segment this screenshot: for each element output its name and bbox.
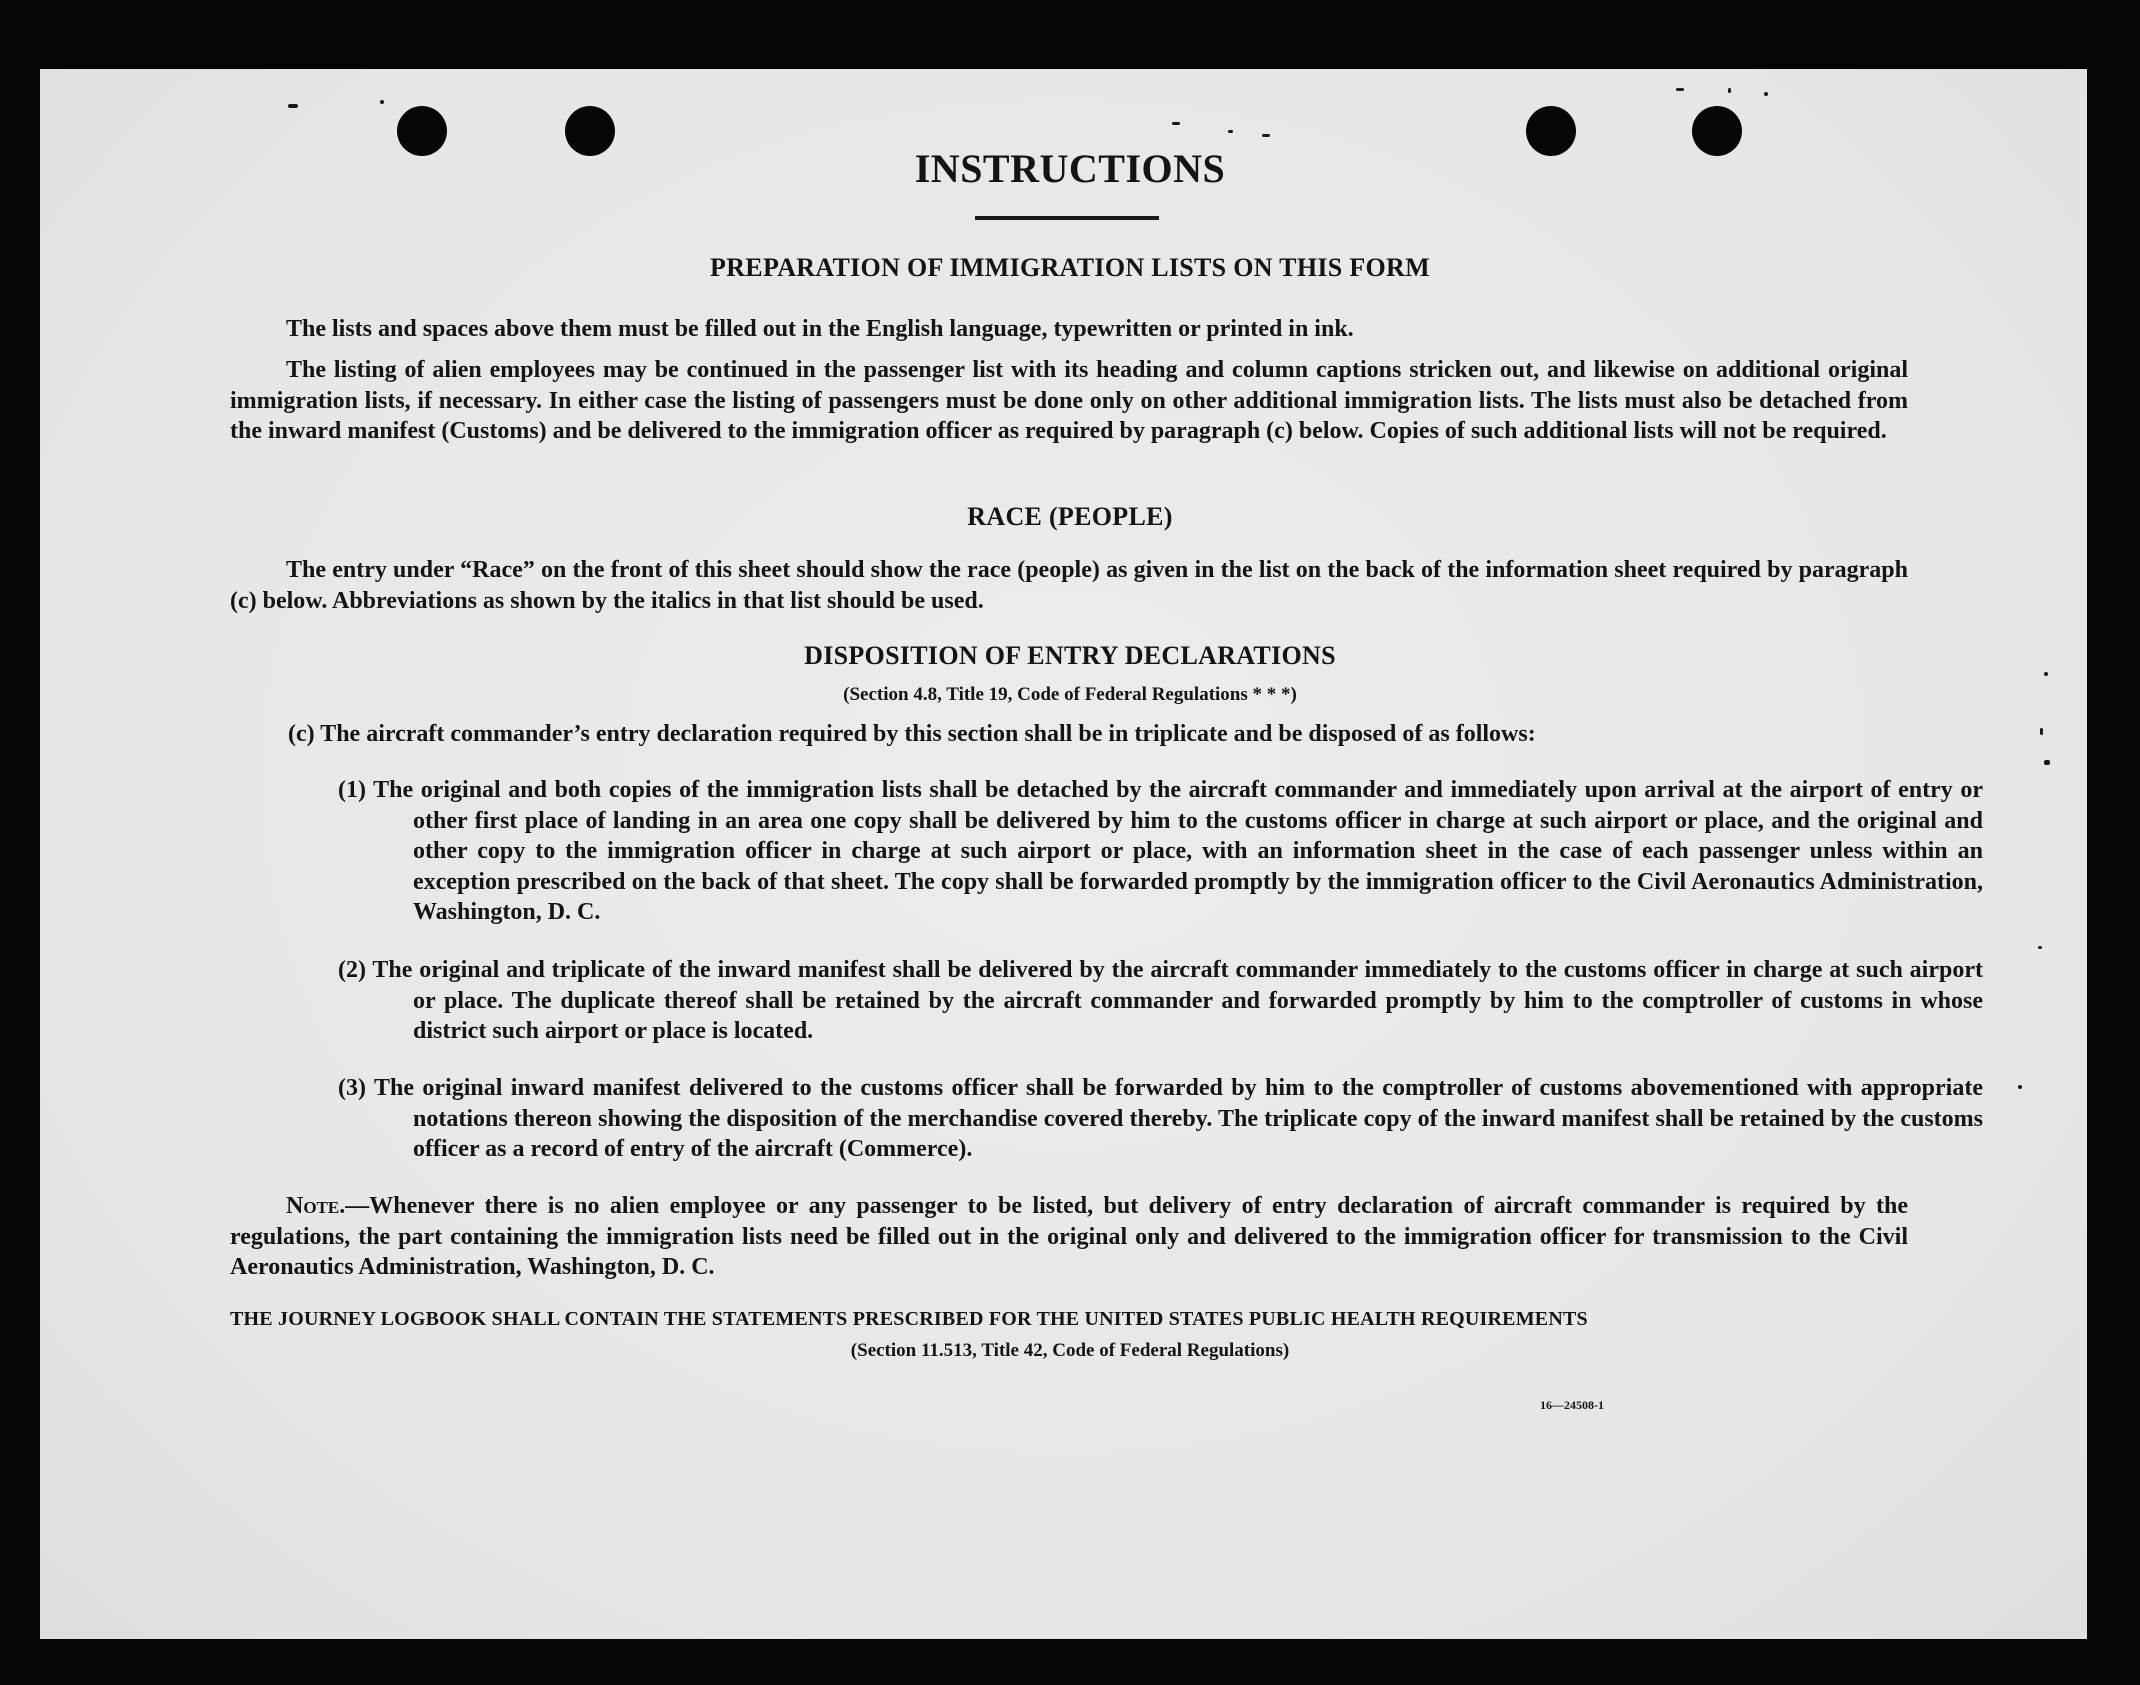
race-heading: RACE (PEOPLE) (967, 502, 1173, 531)
scan-speck (2040, 728, 2043, 735)
scan-speck (2038, 946, 2042, 949)
logbook-reference: (Section 11.513, Title 42, Code of Federal Regulations) (850, 1340, 1290, 1361)
disposition-item-2: (2) The original and triplicate of the inward manifest shall be delivered by the aircraft commander immediately to the customs officer in charge at such airport or place. The duplicate thereof shall be retained by the aircraft commander and forwarded promptly by him to the comptroller of customs in whose district such airport or place is located. (338, 957, 1983, 1044)
disposition-heading: DISPOSITION OF ENTRY DECLARATIONS (804, 641, 1336, 670)
preparation-heading: PREPARATION OF IMMIGRATION LISTS ON THIS FORM (710, 253, 1430, 282)
scan-speck (1228, 130, 1233, 133)
disposition-item-3: (3) The original inward manifest delivered to the customs officer shall be forwarded by him to the comptroller of customs abovementioned with appropriate notations thereon showing the disposition of the merchandise covered thereby. The triplicate copy of the inward manifest shall be retained by the customs officer as a record of entry of the aircraft (Commerce). (338, 1075, 1983, 1162)
preparation-paragraph-1: The lists and spaces above them must be filled out in the English language, typewritten or printed in ink. (286, 316, 1354, 342)
disposition-reference: (Section 4.8, Title 19, Code of Federal Regulations * * *) (843, 684, 1297, 705)
scan-speck (1728, 88, 1731, 93)
note-paragraph (230, 1191, 1908, 1283)
scan-speck (380, 100, 384, 104)
scan-speck (1676, 88, 1684, 91)
scan-speck (288, 104, 298, 108)
form-number: 16—24508-1 (1540, 1398, 1604, 1412)
logbook-statement: THE JOURNEY LOGBOOK SHALL CONTAIN THE STATEMENTS PRESCRIBED FOR THE UNITED STATES PUBLIC HEALTH REQUIREMENTS (230, 1308, 1588, 1330)
scan-speck (1172, 122, 1180, 125)
preparation-paragraph-2: The listing of alien employees may be continued in the passenger list with its heading and column captions stricken out, and likewise on additional original immigration lists, if necessary. In either case the listing of passengers must be done only on other additional immigration lists. The lists must also be detached from the inward manifest (Customs) and be delivered to the immigration officer as required by paragraph (c) below. Copies of such additional lists will not be required. (230, 357, 1908, 444)
race-paragraph: The entry under “Race” on the front of this sheet should show the race (people) as given in the list on the back of the information sheet required by paragraph (c) below. Abbreviations as shown by the italics in that list should be used. (230, 557, 1908, 614)
note-label: Note. (286, 1193, 346, 1219)
disposition-item-1: (1) The original and both copies of the immigration lists shall be detached by the aircraft commander and immediately upon arrival at the airport of entry or other first place of landing in an area one copy shall be delivered by him to the customs officer in charge at such airport or place, and the original and other copy to the immigration officer in charge at such airport or place, with an information sheet in the case of each passenger unless within an exception prescribed on the back of that sheet. The copy shall be forwarded promptly by the immigration officer to the Civil Aeronautics Administration, Washington, D. C. (338, 777, 1983, 925)
scan-speck (1262, 134, 1270, 137)
scan-speck (1764, 92, 1768, 96)
note-text: —Whenever there is no alien employee or any passenger to be listed, but delivery of entry declaration of aircraft commander is required by the regulations, the part containing the immigration lists need be filled out in the original only and delivered to the immigration officer for transmission to the Civil Aeronautics Administration, Washington, D. C. (230, 1193, 1908, 1280)
disposition-intro: (c) The aircraft commander’s entry declaration required by this section shall be in triplicate and be disposed of as follows: (288, 721, 1536, 747)
scan-speck (2018, 1085, 2022, 1089)
title-underline (975, 216, 1159, 220)
scan-speck (2044, 672, 2048, 676)
scan-speck (2044, 760, 2050, 765)
page-title: INSTRUCTIONS (914, 146, 1226, 191)
